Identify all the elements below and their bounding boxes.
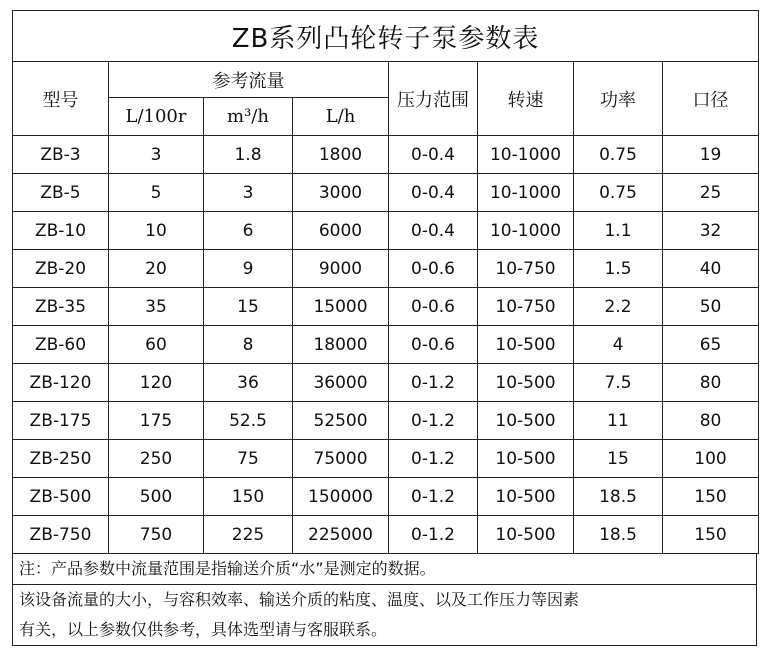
cell-flow-lh: 18000	[293, 326, 389, 364]
cell-power: 2.2	[574, 288, 663, 326]
table-row	[13, 440, 759, 478]
cell-diameter: 150	[663, 516, 759, 554]
cell-flow-l100r: 10	[109, 212, 204, 250]
header-pressure: 压力范围	[389, 62, 478, 136]
cell-flow-lh: 1800	[293, 136, 389, 174]
header-flow-unit-lh: L/h	[293, 98, 389, 136]
cell-flow-m3h: 150	[204, 478, 293, 516]
cell-power: 4	[574, 326, 663, 364]
header-diameter: 口径	[663, 62, 759, 136]
cell-flow-m3h: 8	[204, 326, 293, 364]
cell-diameter: 65	[663, 326, 759, 364]
cell-flow-lh: 6000	[293, 212, 389, 250]
cell-power: 1.1	[574, 212, 663, 250]
cell-pressure: 0-1.2	[389, 440, 478, 478]
cell-flow-m3h: 225	[204, 516, 293, 554]
cell-model: ZB-20	[13, 250, 109, 288]
table-row	[13, 516, 759, 554]
cell-model: ZB-500	[13, 478, 109, 516]
spec-table-body	[13, 136, 759, 554]
cell-model: ZB-120	[13, 364, 109, 402]
cell-speed: 10-500	[478, 440, 574, 478]
note-line-3: 有关，以上参数仅供参考，具体选型请与客服联系。	[19, 620, 388, 639]
cell-speed: 10-500	[478, 364, 574, 402]
cell-flow-lh: 75000	[293, 440, 389, 478]
header-flow-unit-l100r: L/100r	[109, 98, 204, 136]
cell-diameter: 19	[663, 136, 759, 174]
cell-flow-l100r: 120	[109, 364, 204, 402]
table-row	[13, 212, 759, 250]
cell-power: 1.5	[574, 250, 663, 288]
cell-speed: 10-1000	[478, 174, 574, 212]
cell-speed: 10-750	[478, 250, 574, 288]
cell-power: 18.5	[574, 478, 663, 516]
cell-pressure: 0-0.4	[389, 136, 478, 174]
spec-table	[12, 10, 759, 554]
cell-flow-m3h: 36	[204, 364, 293, 402]
cell-model: ZB-35	[13, 288, 109, 326]
cell-flow-l100r: 750	[109, 516, 204, 554]
cell-speed: 10-500	[478, 326, 574, 364]
cell-model: ZB-175	[13, 402, 109, 440]
cell-speed: 10-500	[478, 402, 574, 440]
cell-diameter: 32	[663, 212, 759, 250]
cell-flow-lh: 150000	[293, 478, 389, 516]
cell-flow-m3h: 3	[204, 174, 293, 212]
cell-model: ZB-3	[13, 136, 109, 174]
cell-model: ZB-5	[13, 174, 109, 212]
header-flow-unit-m3h: m³/h	[204, 98, 293, 136]
cell-flow-l100r: 500	[109, 478, 204, 516]
table-row	[13, 136, 759, 174]
cell-speed: 10-500	[478, 516, 574, 554]
cell-model: ZB-10	[13, 212, 109, 250]
cell-pressure: 0-0.4	[389, 174, 478, 212]
table-row	[13, 288, 759, 326]
cell-flow-lh: 15000	[293, 288, 389, 326]
cell-power: 0.75	[574, 136, 663, 174]
cell-speed: 10-1000	[478, 212, 574, 250]
cell-flow-m3h: 52.5	[204, 402, 293, 440]
cell-power: 7.5	[574, 364, 663, 402]
cell-model: ZB-250	[13, 440, 109, 478]
cell-diameter: 25	[663, 174, 759, 212]
table-row	[13, 364, 759, 402]
cell-flow-l100r: 250	[109, 440, 204, 478]
cell-diameter: 50	[663, 288, 759, 326]
cell-pressure: 0-1.2	[389, 364, 478, 402]
cell-power: 0.75	[574, 174, 663, 212]
spec-sheet	[12, 10, 758, 646]
cell-power: 15	[574, 440, 663, 478]
cell-flow-l100r: 35	[109, 288, 204, 326]
header-power: 功率	[574, 62, 663, 136]
cell-flow-m3h: 1.8	[204, 136, 293, 174]
cell-flow-lh: 52500	[293, 402, 389, 440]
cell-pressure: 0-0.6	[389, 250, 478, 288]
cell-pressure: 0-0.6	[389, 326, 478, 364]
cell-pressure: 0-0.4	[389, 212, 478, 250]
table-row	[13, 326, 759, 364]
header-speed: 转速	[478, 62, 574, 136]
cell-diameter: 80	[663, 364, 759, 402]
header-flow-group: 参考流量	[109, 62, 389, 98]
cell-diameter: 40	[663, 250, 759, 288]
cell-flow-m3h: 6	[204, 212, 293, 250]
table-row	[13, 174, 759, 212]
table-row	[13, 250, 759, 288]
notes	[12, 554, 757, 646]
cell-pressure: 0-1.2	[389, 478, 478, 516]
cell-pressure: 0-1.2	[389, 402, 478, 440]
cell-diameter: 100	[663, 440, 759, 478]
cell-speed: 10-500	[478, 478, 574, 516]
cell-flow-m3h: 15	[204, 288, 293, 326]
cell-flow-lh: 9000	[293, 250, 389, 288]
cell-speed: 10-1000	[478, 136, 574, 174]
cell-flow-lh: 225000	[293, 516, 389, 554]
cell-model: ZB-60	[13, 326, 109, 364]
cell-flow-lh: 3000	[293, 174, 389, 212]
note-line-2: 该设备流量的大小，与容积效率、输送介质的粘度、温度、以及工作压力等因素	[13, 584, 756, 615]
table-row	[13, 478, 759, 516]
cell-flow-m3h: 9	[204, 250, 293, 288]
cell-power: 11	[574, 402, 663, 440]
cell-flow-l100r: 3	[109, 136, 204, 174]
table-title: ZB系列凸轮转子泵参数表	[13, 11, 759, 62]
cell-flow-l100r: 60	[109, 326, 204, 364]
cell-diameter: 80	[663, 402, 759, 440]
header-model: 型号	[13, 62, 109, 136]
cell-power: 18.5	[574, 516, 663, 554]
cell-flow-m3h: 75	[204, 440, 293, 478]
cell-flow-l100r: 175	[109, 402, 204, 440]
cell-pressure: 0-0.6	[389, 288, 478, 326]
table-row	[13, 402, 759, 440]
cell-flow-lh: 36000	[293, 364, 389, 402]
cell-flow-l100r: 5	[109, 174, 204, 212]
cell-model: ZB-750	[13, 516, 109, 554]
note-line-1: 注：产品参数中流量范围是指输送介质“水”是测定的数据。	[19, 559, 436, 578]
cell-pressure: 0-1.2	[389, 516, 478, 554]
cell-speed: 10-750	[478, 288, 574, 326]
cell-flow-l100r: 20	[109, 250, 204, 288]
cell-diameter: 150	[663, 478, 759, 516]
